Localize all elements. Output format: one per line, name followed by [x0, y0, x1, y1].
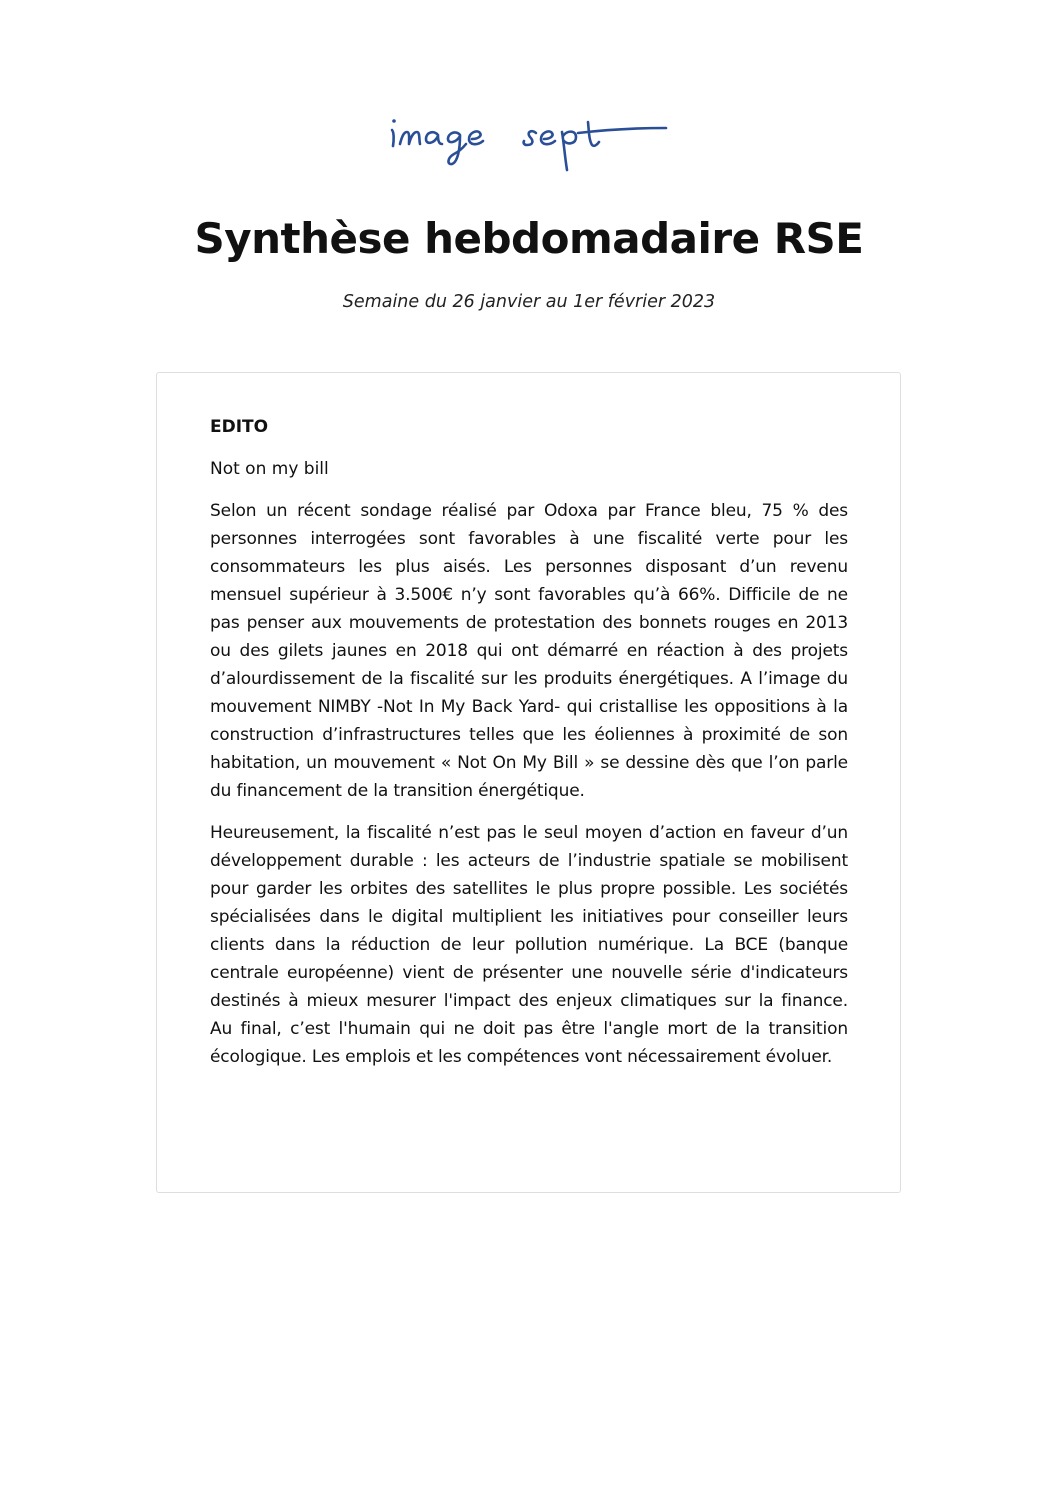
image-sept-logo	[384, 108, 674, 180]
section-label: EDITO	[210, 417, 269, 437]
edito-card	[156, 372, 901, 1193]
edito-paragraph: Selon un récent sondage réalisé par Odoxa par France bleu, 75 % des personnes interrogées sont favorables à une fiscalité verte pour les consommateurs les plus aisés. Les personnes disposant d’un revenu mensuel supérieur à 3.500€ n’y sont favorables qu’à 66%. Difficile de ne pas penser aux mouvements de protestation des bonnets rouges en 2013 ou des gilets jaunes en 2018 qui ont démarré en réaction à des projets d’alourdissement de la fiscalité sur les produits énergétiques. A l’image du mouvement NIMBY -Not In My Back Yard- qui cristallise les oppositions à la construction d’infrastructures telles que les éoliennes à proximité de son habitation, un mouvement « Not On My Bill » se dessine dès que l’on parle du financement de la transition énergétique.	[210, 501, 848, 801]
edito-paragraph: Heureusement, la fiscalité n’est pas le seul moyen d’action en faveur d’un développement durable : les acteurs de l’industrie spatiale se mobilisent pour garder les orbites des satellites le plus propre possible. Les sociétés spécialisées dans le digital multiplient les initiatives pour conseiller leurs clients dans la réduction de leur pollution numérique. La BCE (banque centrale européenne) vient de présenter une nouvelle série d'indicateurs destinés à mieux mesurer l'impact des enjeux climatiques sur la finance. Au final, c’est l'humain qui ne doit pas être l'angle mort de la transition écologique. Les emplois et les compétences vont nécessairement évoluer.	[210, 823, 848, 1067]
logo-signature-graphic	[384, 108, 674, 180]
page-title: Synthèse hebdomadaire RSE	[194, 214, 864, 263]
edito-title: Not on my bill	[210, 459, 329, 479]
edito-content	[210, 413, 848, 1085]
page-subtitle-date-range: Semaine du 26 janvier au 1er février 2023	[342, 292, 716, 312]
